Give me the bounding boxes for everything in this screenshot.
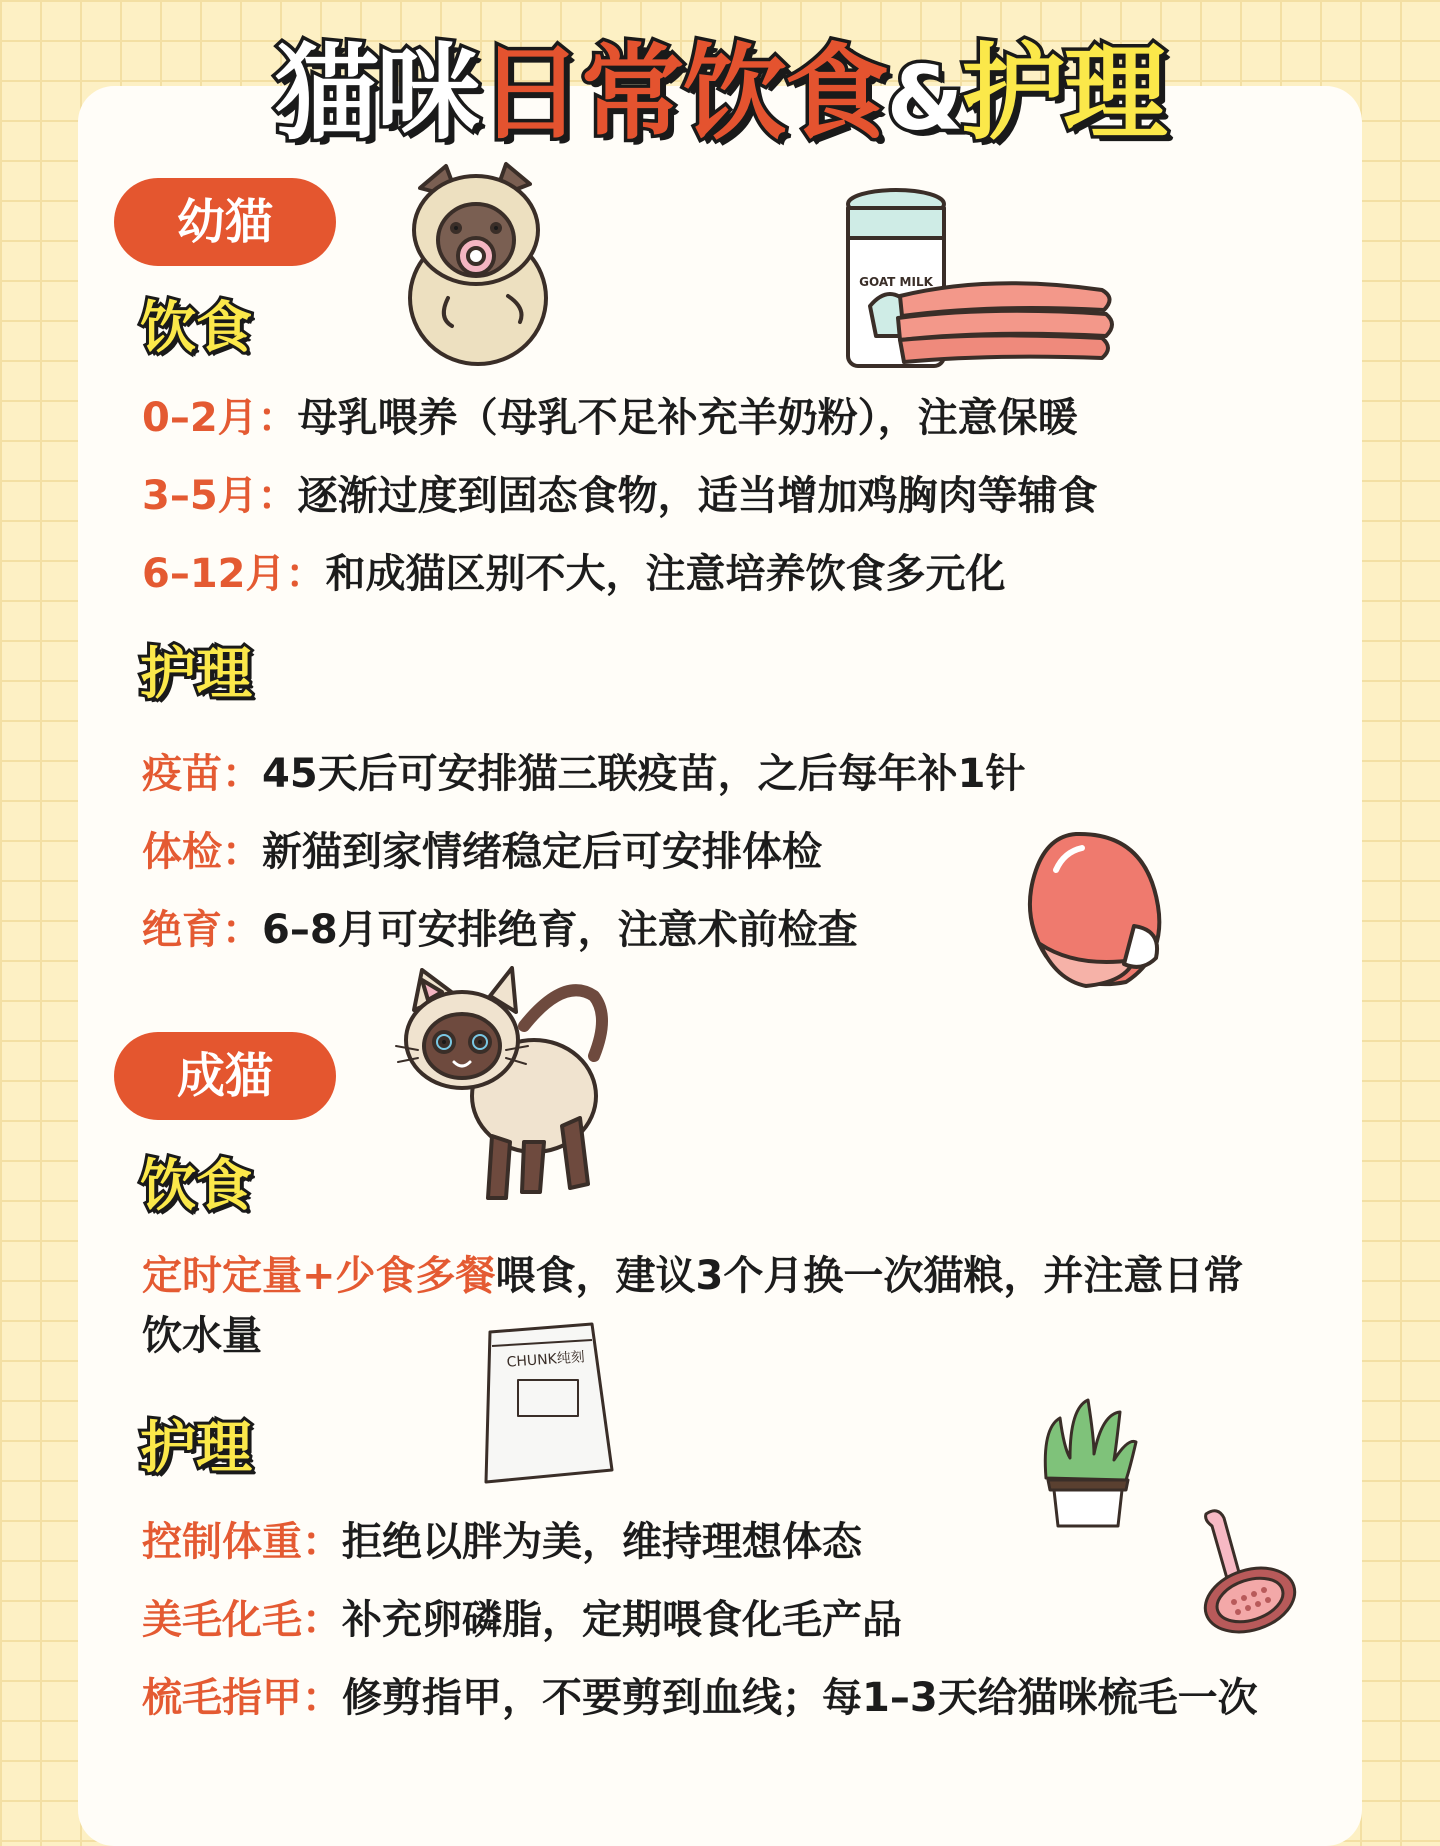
kitten-care-label: 体检： — [142, 829, 262, 875]
title-part4: 护理 — [961, 32, 1166, 154]
adult-diet-text: 喂食，建议3个月换一次猫粮，并注意日常饮水量 — [142, 1253, 1244, 1359]
kitten-care-line — [142, 744, 1026, 804]
adult-care-heading: 护理 — [140, 1416, 252, 1481]
adult-diet-paragraph — [142, 1246, 1282, 1366]
kitten-care-text: 45天后可安排猫三联疫苗，之后每年补1针 — [262, 751, 1026, 797]
kitten-diet-line — [142, 466, 1098, 526]
kitten-diet-text: 逐渐过度到固态食物，适当增加鸡胸肉等辅食 — [297, 473, 1098, 519]
title-part1: 猫咪 — [274, 32, 479, 154]
kitten-diet-line — [142, 544, 1006, 604]
title-part3: & — [886, 47, 962, 150]
adult-care-label: 美毛化毛： — [142, 1597, 342, 1643]
kitten-badge: 幼猫 — [114, 178, 336, 266]
siamese-cat-icon — [394, 966, 614, 1212]
kitten-care-label: 绝育： — [142, 907, 262, 953]
kitten-care-label: 疫苗： — [142, 751, 262, 797]
cat-food-bag-icon — [476, 1322, 614, 1486]
adult-care-label: 梳毛指甲： — [142, 1675, 342, 1721]
kitten-pacifier-icon — [398, 158, 554, 370]
adult-care-line — [142, 1512, 862, 1572]
page-title — [0, 28, 1440, 164]
title-part2: 日常饮食 — [478, 32, 887, 154]
adult-diet-heading: 饮食 — [140, 1154, 252, 1219]
kitten-care-text: 6–8月可安排绝育，注意术前检查 — [262, 907, 858, 953]
kitten-diet-label: 0–2月： — [142, 395, 298, 441]
kitten-care-line — [142, 900, 858, 960]
milk-can-label: GOAT MILK — [859, 275, 933, 289]
kitten-diet-line — [142, 388, 1078, 448]
adult-care-line — [142, 1590, 902, 1650]
adult-care-label: 控制体重： — [142, 1519, 342, 1565]
kitten-diet-label: 6–12月： — [142, 551, 326, 597]
kitten-care-text: 新猫到家情绪稳定后可安排体检 — [262, 829, 822, 875]
kitten-care-heading: 护理 — [140, 642, 252, 707]
kitten-diet-text: 和成猫区别不大，注意培养饮食多元化 — [325, 551, 1006, 597]
adult-care-text: 拒绝以胖为美，维持理想体态 — [342, 1519, 862, 1565]
adult-badge: 成猫 — [114, 1032, 336, 1120]
kitten-diet-text: 母乳喂养（母乳不足补充羊奶粉），注意保暖 — [297, 395, 1078, 441]
cat-grass-icon — [1036, 1398, 1140, 1528]
kitten-diet-heading: 饮食 — [140, 296, 252, 361]
adult-care-text: 补充卵磷脂，定期喂食化毛产品 — [342, 1597, 902, 1643]
goat-milk-can-icon — [840, 186, 1120, 376]
cone-collar-icon — [1016, 826, 1166, 994]
adult-care-line — [142, 1668, 1282, 1728]
kitten-care-line — [142, 822, 822, 882]
content-card — [78, 86, 1362, 1846]
pet-brush-icon — [1192, 1506, 1302, 1636]
adult-care-text: 修剪指甲，不要剪到血线；每1–3天给猫咪梳毛一次 — [342, 1675, 1258, 1721]
kitten-diet-label: 3–5月： — [142, 473, 298, 519]
adult-diet-highlight: 定时定量+少食多餐 — [142, 1253, 496, 1299]
food-bag-label: CHUNK纯刻 — [506, 1349, 586, 1371]
